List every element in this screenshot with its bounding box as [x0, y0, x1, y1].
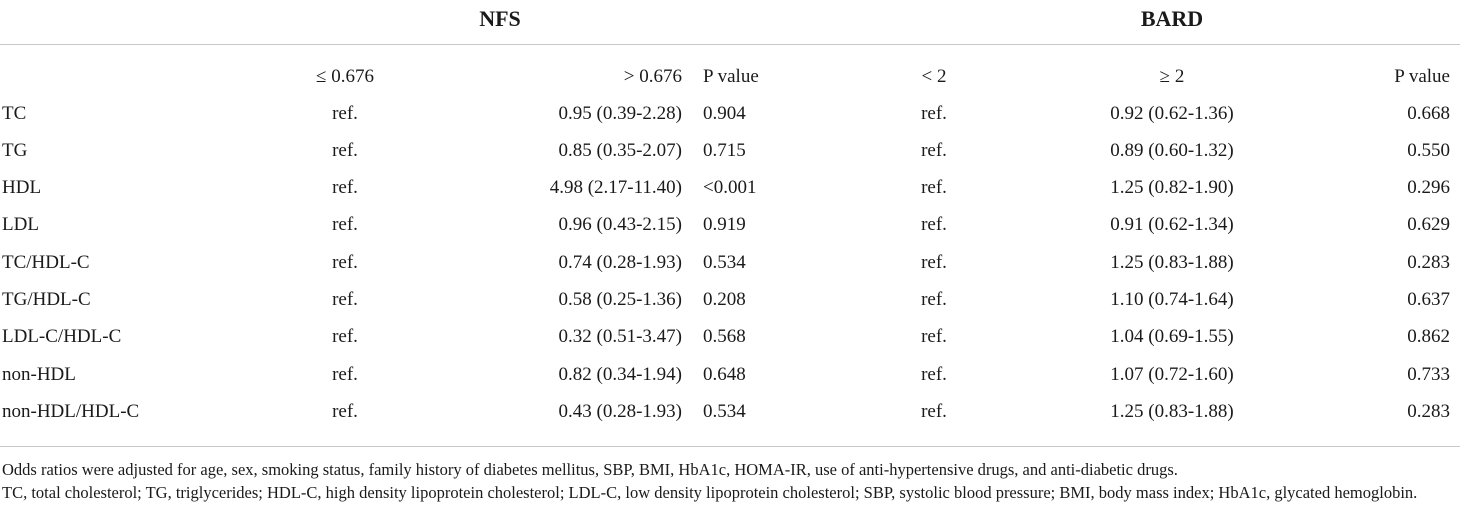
table-row	[0, 140, 1460, 177]
cell-variable: TC/HDL-C	[2, 252, 90, 273]
cell-bard-pvalue: 0.862	[1407, 326, 1450, 347]
cell-bard-high: 1.10 (0.74-1.64)	[1110, 289, 1234, 310]
cell-variable: HDL	[2, 177, 42, 198]
cell-variable: TG	[2, 140, 28, 161]
cell-bard-low: ref.	[921, 252, 947, 273]
table-row	[0, 103, 1460, 140]
footnote-adjustment: Odds ratios were adjusted for age, sex, smoking status, family history of diabetes mellitus, SBP, BMI, HbA1c, HOMA-IR, use of anti-hypertensive drugs, and anti-diabetic drugs.	[2, 460, 1178, 479]
cell-nfs-low: ref.	[332, 252, 358, 273]
subheader-nfs-high: > 0.676	[623, 66, 682, 87]
cell-variable: TG/HDL-C	[2, 289, 91, 310]
cell-nfs-pvalue: 0.534	[703, 401, 746, 422]
cell-nfs-low: ref.	[332, 364, 358, 385]
cell-bard-high: 1.25 (0.83-1.88)	[1110, 401, 1234, 422]
cell-nfs-low: ref.	[332, 103, 358, 124]
table-row	[0, 177, 1460, 214]
table-footnotes	[2, 458, 1458, 504]
cell-nfs-low: ref.	[332, 140, 358, 161]
cell-nfs-high: 4.98 (2.17-11.40)	[549, 177, 682, 198]
cell-nfs-high: 0.32 (0.51-3.47)	[558, 326, 682, 347]
cell-nfs-pvalue: 0.919	[703, 214, 746, 235]
cell-bard-high: 1.07 (0.72-1.60)	[1110, 364, 1234, 385]
cell-bard-high: 0.91 (0.62-1.34)	[1110, 214, 1234, 235]
cell-bard-low: ref.	[921, 289, 947, 310]
footnote-abbreviations: TC, total cholesterol; TG, triglycerides; HDL-C, high density lipoprotein cholesterol; LDL-C, low density lipoprotein cholesterol; SBP, systolic blood pressure; BMI, body mass index; HbA1c, glycated hemoglobin.	[2, 483, 1418, 502]
cell-nfs-low: ref.	[332, 177, 358, 198]
table-row	[0, 214, 1460, 251]
group-header-bard: BARD	[1140, 6, 1204, 31]
cell-bard-low: ref.	[921, 401, 947, 422]
cell-bard-high: 1.25 (0.82-1.90)	[1110, 177, 1234, 198]
cell-bard-low: ref.	[921, 326, 947, 347]
cell-bard-pvalue: 0.668	[1407, 103, 1450, 124]
cell-bard-pvalue: 0.629	[1407, 214, 1450, 235]
cell-bard-pvalue: 0.283	[1407, 252, 1450, 273]
cell-variable: LDL	[2, 214, 39, 235]
cell-bard-pvalue: 0.283	[1407, 401, 1450, 422]
cell-nfs-high: 0.74 (0.28-1.93)	[558, 252, 682, 273]
cell-nfs-low: ref.	[332, 214, 358, 235]
cell-nfs-pvalue: 0.715	[703, 140, 746, 161]
table-bottom-divider	[0, 446, 1460, 447]
cell-nfs-pvalue: 0.208	[703, 289, 746, 310]
cell-nfs-pvalue: 0.648	[703, 364, 746, 385]
cell-bard-pvalue: 0.550	[1407, 140, 1450, 161]
subheader-nfs-pvalue: P value	[703, 66, 759, 87]
cell-nfs-pvalue: <0.001	[703, 177, 757, 198]
cell-nfs-pvalue: 0.904	[703, 103, 746, 124]
cell-nfs-low: ref.	[332, 401, 358, 422]
group-header-nfs: NFS	[479, 6, 521, 31]
cell-variable: non-HDL	[2, 364, 76, 385]
cell-nfs-low: ref.	[332, 289, 358, 310]
cell-variable: TC	[2, 103, 27, 124]
cell-nfs-high: 0.82 (0.34-1.94)	[558, 364, 682, 385]
cell-bard-low: ref.	[921, 103, 947, 124]
cell-variable: non-HDL/HDL-C	[2, 401, 140, 422]
cell-nfs-pvalue: 0.534	[703, 252, 746, 273]
table-row	[0, 364, 1460, 401]
cell-bard-pvalue: 0.637	[1407, 289, 1450, 310]
table-row	[0, 252, 1460, 289]
cell-bard-low: ref.	[921, 140, 947, 161]
cell-bard-low: ref.	[921, 364, 947, 385]
cell-bard-high: 0.89 (0.60-1.32)	[1110, 140, 1234, 161]
cell-bard-high: 0.92 (0.62-1.36)	[1110, 103, 1234, 124]
cell-nfs-high: 0.43 (0.28-1.93)	[558, 401, 682, 422]
table-row	[0, 401, 1460, 438]
header-divider	[0, 44, 1460, 45]
cell-variable: LDL-C/HDL-C	[2, 326, 122, 347]
cell-bard-pvalue: 0.733	[1407, 364, 1450, 385]
cell-bard-pvalue: 0.296	[1407, 177, 1450, 198]
subheader-nfs-low: ≤ 0.676	[316, 66, 374, 87]
table-row	[0, 289, 1460, 326]
cell-nfs-low: ref.	[332, 326, 358, 347]
cell-bard-low: ref.	[921, 214, 947, 235]
cell-nfs-pvalue: 0.568	[703, 326, 746, 347]
cell-bard-high: 1.04 (0.69-1.55)	[1110, 326, 1234, 347]
cell-bard-high: 1.25 (0.83-1.88)	[1110, 252, 1234, 273]
subheader-bard-low: < 2	[921, 66, 947, 87]
cell-nfs-high: 0.96 (0.43-2.15)	[558, 214, 682, 235]
subheader-bard-high: ≥ 2	[1159, 66, 1185, 87]
subheader-bard-pvalue: P value	[1394, 66, 1450, 87]
cell-bard-low: ref.	[921, 177, 947, 198]
cell-nfs-high: 0.85 (0.35-2.07)	[558, 140, 682, 161]
cell-nfs-high: 0.95 (0.39-2.28)	[558, 103, 682, 124]
cell-nfs-high: 0.58 (0.25-1.36)	[558, 289, 682, 310]
table-row	[0, 326, 1460, 363]
